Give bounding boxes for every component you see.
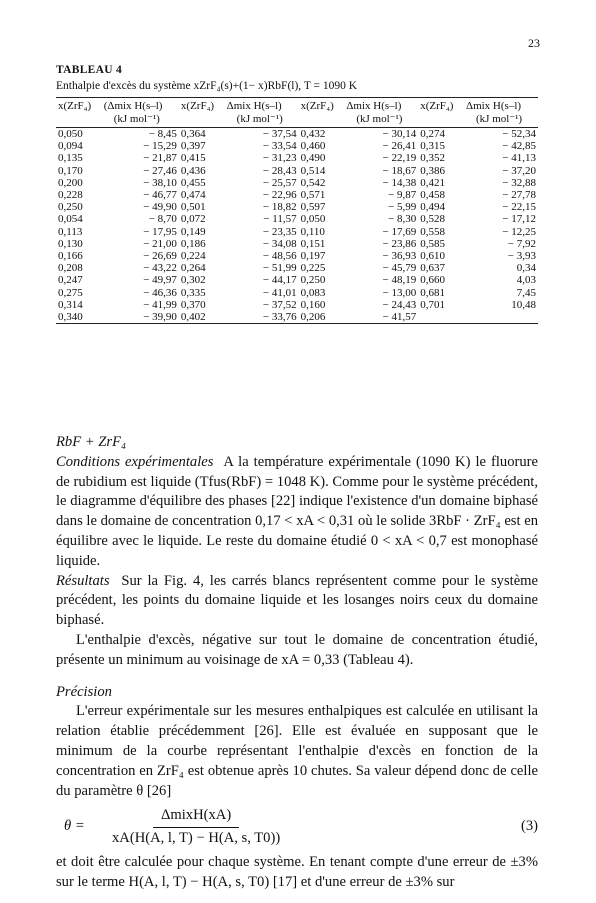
cell-x-zrf4: 0,130 — [58, 237, 83, 250]
cell-enthalpy: − 21,00 — [143, 237, 177, 250]
cell-enthalpy: − 44,17 — [262, 274, 297, 287]
cell-x-zrf4: 0,094 — [58, 140, 83, 153]
cell-enthalpy — [464, 311, 538, 324]
equation-denominator: xA(H(A, l, T) − H(A, s, T0)) — [112, 829, 281, 846]
cell-enthalpy: − 28,43 — [262, 164, 297, 177]
cell-x-zrf4: 0,364 — [180, 128, 206, 140]
header-h-label: Δmix H(s–l) — [226, 100, 282, 112]
header-x-1: x(ZrF₄) — [56, 98, 102, 128]
cell-enthalpy: − 26,41 — [382, 140, 417, 153]
cell-x-zrf4: 0,585 — [420, 237, 446, 250]
cell-enthalpy: − 48,56 — [262, 250, 297, 263]
cell-enthalpy: − 23,35 — [262, 225, 297, 238]
cell-x-zrf4: 0,681 — [420, 286, 446, 299]
cell-enthalpy: − 27,78 — [502, 189, 536, 202]
cell-enthalpy: − 41,57 — [382, 311, 417, 324]
cell-x-zrf4 — [418, 311, 464, 324]
table-row — [56, 213, 538, 225]
cell-x-zrf4: 0,455 — [180, 176, 206, 189]
cell-x-zrf4: 0,170 — [58, 164, 83, 177]
cell-x-zrf4: 0,186 — [180, 237, 206, 250]
cell-x-zrf4: 0,386 — [420, 164, 446, 177]
cell-x-zrf4: 0,421 — [420, 176, 446, 189]
table-row — [56, 189, 538, 201]
cell-x-zrf4: 0,514 — [300, 164, 326, 177]
cell-x-zrf4: 0,072 — [180, 213, 206, 226]
header-h-2 — [225, 98, 299, 128]
cell-x-zrf4: 0,050 — [300, 213, 326, 226]
cell-x-zrf4: 0,302 — [180, 274, 206, 287]
cell-x-zrf4: 0,460 — [300, 140, 326, 153]
cell-x-zrf4: 0,370 — [180, 298, 206, 311]
cell-enthalpy: − 14,38 — [382, 176, 417, 189]
cell-x-zrf4: 0,501 — [180, 201, 206, 214]
header-x-4: x(ZrF₄) — [418, 98, 464, 128]
cell-x-zrf4: 0,335 — [180, 286, 206, 299]
table-row — [56, 152, 538, 164]
cell-enthalpy: − 22,96 — [262, 189, 297, 202]
cell-enthalpy: − 7,92 — [507, 237, 536, 250]
cell-x-zrf4: 0,228 — [58, 189, 83, 202]
cell-x-zrf4: 0,458 — [420, 189, 446, 202]
cell-x-zrf4: 0,054 — [58, 213, 83, 226]
table-row — [56, 311, 538, 324]
cell-x-zrf4: 0,149 — [180, 225, 206, 238]
header-h-label: Δmix H(s–l) — [466, 100, 522, 112]
cell-x-zrf4: 0,110 — [300, 225, 325, 238]
results-text: Sur la Fig. 4, les carrés blancs représentent comme pour le système précédent, les points du domaine liquide et les losanges noirs ceux du domaine biphasé. — [56, 572, 539, 629]
cell-x-zrf4: 0,275 — [58, 286, 83, 299]
header-h-label: (Δmix H(s–l) — [103, 100, 163, 112]
header-unit: (kJ mol⁻¹) — [356, 113, 403, 125]
cell-enthalpy: − 46,36 — [143, 286, 177, 299]
table-row — [56, 201, 538, 213]
cell-x-zrf4: 0,151 — [300, 237, 326, 250]
cell-enthalpy: − 8,70 — [148, 213, 177, 226]
cell-enthalpy: − 52,34 — [502, 128, 536, 140]
cell-enthalpy: − 36,93 — [382, 250, 417, 263]
cell-x-zrf4: 0,314 — [58, 298, 83, 311]
cell-enthalpy: − 43,22 — [143, 262, 177, 275]
results-lead: Résultats — [56, 572, 110, 589]
cell-x-zrf4: 0,113 — [58, 225, 83, 238]
header-x-2: x(ZrF₄) — [179, 98, 225, 128]
cell-enthalpy: − 33,76 — [262, 311, 297, 324]
cell-x-zrf4: 0,050 — [58, 128, 83, 140]
section-heading: RbF + ZrF₄ — [56, 434, 127, 450]
table-row — [56, 250, 538, 262]
cell-enthalpy: − 34,08 — [262, 237, 297, 250]
table-row — [56, 226, 538, 238]
table-body — [56, 128, 538, 324]
cell-enthalpy: − 17,12 — [502, 213, 536, 226]
cell-enthalpy: − 37,20 — [502, 164, 536, 177]
header-unit: (kJ mol⁻¹) — [113, 113, 160, 125]
cell-x-zrf4: 0,490 — [300, 152, 326, 165]
cell-enthalpy: − 25,57 — [262, 176, 297, 189]
table-block — [56, 64, 538, 324]
cell-enthalpy: 0,34 — [516, 262, 536, 275]
cell-x-zrf4: 0,474 — [180, 189, 206, 202]
cell-x-zrf4: 0,166 — [58, 250, 83, 263]
enthalpy-table — [56, 97, 538, 324]
equation-numerator: ΔmixH(xA) — [153, 806, 239, 828]
header-h-4 — [464, 98, 538, 128]
cell-enthalpy: − 13,00 — [382, 286, 417, 299]
table-row — [56, 287, 538, 299]
cell-x-zrf4: 0,610 — [420, 250, 446, 263]
cell-x-zrf4: 0,247 — [58, 274, 83, 287]
cell-enthalpy: − 18,82 — [262, 201, 297, 214]
cell-enthalpy: − 11,57 — [263, 213, 297, 226]
cell-x-zrf4: 0,200 — [58, 176, 83, 189]
cell-enthalpy: − 49,97 — [143, 274, 177, 287]
cell-x-zrf4: 0,415 — [180, 152, 206, 165]
cell-enthalpy: − 22,15 — [502, 201, 536, 214]
table-row — [56, 140, 538, 152]
cell-x-zrf4: 0,637 — [420, 262, 446, 275]
table-row — [56, 128, 538, 141]
table-label: TABLEAU 4 — [56, 64, 123, 76]
cell-x-zrf4: 0,397 — [180, 140, 206, 153]
cell-enthalpy: − 46,77 — [143, 189, 177, 202]
cell-enthalpy: − 45,79 — [382, 262, 417, 275]
paragraph-enthalpy: L'enthalpie d'excès, négative sur tout le domaine de concentration étudié, présente un minimum au voisinage de xA = 0,33 (Tableau 4). — [56, 631, 538, 668]
cell-x-zrf4: 0,340 — [58, 311, 83, 324]
equation-3 — [56, 803, 538, 851]
cell-enthalpy: − 30,14 — [382, 128, 417, 140]
header-h-3 — [344, 98, 418, 128]
conditions-lead: Conditions expérimentales — [56, 453, 214, 470]
body-text — [56, 433, 538, 893]
cell-x-zrf4: 0,160 — [300, 298, 326, 311]
cell-x-zrf4: 0,206 — [300, 311, 326, 324]
cell-x-zrf4: 0,432 — [300, 128, 326, 140]
cell-enthalpy: − 9,87 — [388, 189, 417, 202]
cell-enthalpy: − 15,29 — [143, 140, 177, 153]
header-unit: (kJ mol⁻¹) — [236, 113, 283, 125]
cell-x-zrf4: 0,083 — [300, 286, 326, 299]
table-caption: Enthalpie d'excès du système xZrF₄(s)+(1− x)RbF(l), T = 1090 K — [56, 80, 358, 92]
cell-enthalpy: − 48,19 — [382, 274, 417, 287]
cell-enthalpy: − 32,88 — [502, 176, 536, 189]
cell-enthalpy: − 49,90 — [143, 201, 177, 214]
header-h-1 — [102, 98, 179, 128]
header-unit: (kJ mol⁻¹) — [476, 113, 523, 125]
cell-x-zrf4: 0,436 — [180, 164, 206, 177]
cell-x-zrf4: 0,274 — [420, 128, 446, 140]
cell-enthalpy: − 8,45 — [148, 128, 177, 140]
cell-x-zrf4: 0,571 — [300, 189, 326, 202]
cell-enthalpy: − 51,99 — [262, 262, 297, 275]
equation-number: (3) — [520, 818, 538, 835]
cell-enthalpy: − 18,67 — [382, 164, 417, 177]
cell-enthalpy: − 12,25 — [502, 225, 536, 238]
header-x-3: x(ZrF₄) — [299, 98, 345, 128]
cell-enthalpy: − 41,99 — [143, 298, 177, 311]
cell-x-zrf4: 0,225 — [300, 262, 326, 275]
page-number: 23 — [528, 36, 540, 50]
equation-fraction — [104, 806, 288, 849]
cell-x-zrf4: 0,224 — [180, 250, 206, 263]
cell-x-zrf4: 0,528 — [420, 213, 446, 226]
cell-enthalpy: − 26,69 — [143, 250, 177, 263]
table-row — [56, 238, 538, 250]
cell-enthalpy: − 41,01 — [262, 286, 297, 299]
cell-enthalpy: − 23,86 — [382, 237, 417, 250]
cell-enthalpy: − 21,87 — [143, 152, 177, 165]
cell-enthalpy: − 3,93 — [507, 250, 536, 263]
table-row — [56, 262, 538, 274]
cell-enthalpy: − 37,52 — [262, 298, 297, 311]
conditions-text: A la température expérimentale (1090 K) le fluorure de rubidium est liquide (Tfus(RbF) = 1048 K). Comme pour le système précédent, le diagramme d'équilibre des phases [22] indique l'existence d'un domaine biphasé dans le domaine de concentration 0,17 < xA < 0,31 où le solide 3RbF · ZrF₄ est en équilibre avec le liquide. Le reste du domaine étudié 0 < xA < 0,7 est monophasé liquide. — [56, 453, 538, 569]
table-row — [56, 165, 538, 177]
paragraph-results — [56, 572, 538, 631]
cell-enthalpy: 7,45 — [516, 286, 536, 299]
paragraph-precision: L'erreur expérimentale sur les mesures enthalpiques est calculée en utilisant la relation établie précédemment [26]. Elle est évaluée en supposant que le minimum de la courbe représentant l'enthalpie d'excès en fonction de la concentration en ZrF₄ est obtenue après 10 chutes. Sa valeur dépend donc de celle du paramètre θ [26] — [56, 703, 538, 799]
cell-enthalpy: − 38,10 — [143, 176, 177, 189]
cell-x-zrf4: 0,197 — [300, 250, 326, 263]
cell-x-zrf4: 0,597 — [300, 201, 326, 214]
cell-enthalpy: − 37,54 — [262, 128, 297, 140]
cell-enthalpy: − 41,13 — [502, 152, 536, 165]
cell-x-zrf4: 0,250 — [58, 201, 83, 214]
cell-x-zrf4: 0,402 — [180, 311, 206, 324]
cell-x-zrf4: 0,558 — [420, 225, 446, 238]
table-row — [56, 274, 538, 286]
table-row — [56, 177, 538, 189]
cell-x-zrf4: 0,352 — [420, 152, 446, 165]
cell-x-zrf4: 0,135 — [58, 152, 83, 165]
paragraph-final: et doit être calculée pour chaque système. En tenant compte d'une erreur de ±3% sur le terme H(A, l, T) − H(A, s, T0) [17] et d'une erreur de ±3% sur — [56, 854, 538, 891]
cell-x-zrf4: 0,208 — [58, 262, 83, 275]
cell-x-zrf4: 0,701 — [420, 298, 446, 311]
cell-enthalpy: − 17,95 — [143, 225, 177, 238]
cell-enthalpy: − 42,85 — [502, 140, 536, 153]
cell-x-zrf4: 0,264 — [180, 262, 206, 275]
table-row — [56, 299, 538, 311]
cell-enthalpy: − 39,90 — [143, 311, 177, 324]
cell-enthalpy: − 27,46 — [143, 164, 177, 177]
cell-enthalpy: − 5,99 — [388, 201, 417, 214]
cell-x-zrf4: 0,250 — [300, 274, 326, 287]
cell-enthalpy: 10,48 — [511, 298, 536, 311]
paragraph-conditions — [56, 453, 538, 572]
cell-enthalpy: − 24,43 — [382, 298, 417, 311]
equation-lhs: θ = — [64, 818, 85, 835]
cell-enthalpy: − 33,54 — [262, 140, 297, 153]
cell-enthalpy: − 8,30 — [388, 213, 417, 226]
precision-heading: Précision — [56, 683, 112, 700]
cell-enthalpy: − 31,23 — [262, 152, 297, 165]
cell-x-zrf4: 0,660 — [420, 274, 446, 287]
header-h-label: Δmix H(s–l) — [346, 100, 402, 112]
cell-enthalpy: 4,03 — [516, 274, 536, 287]
cell-enthalpy: − 17,69 — [382, 225, 417, 238]
cell-x-zrf4: 0,542 — [300, 176, 326, 189]
cell-x-zrf4: 0,494 — [420, 201, 446, 214]
cell-x-zrf4: 0,315 — [420, 140, 446, 153]
table-header-row — [56, 98, 538, 128]
cell-enthalpy: − 22,19 — [382, 152, 417, 165]
